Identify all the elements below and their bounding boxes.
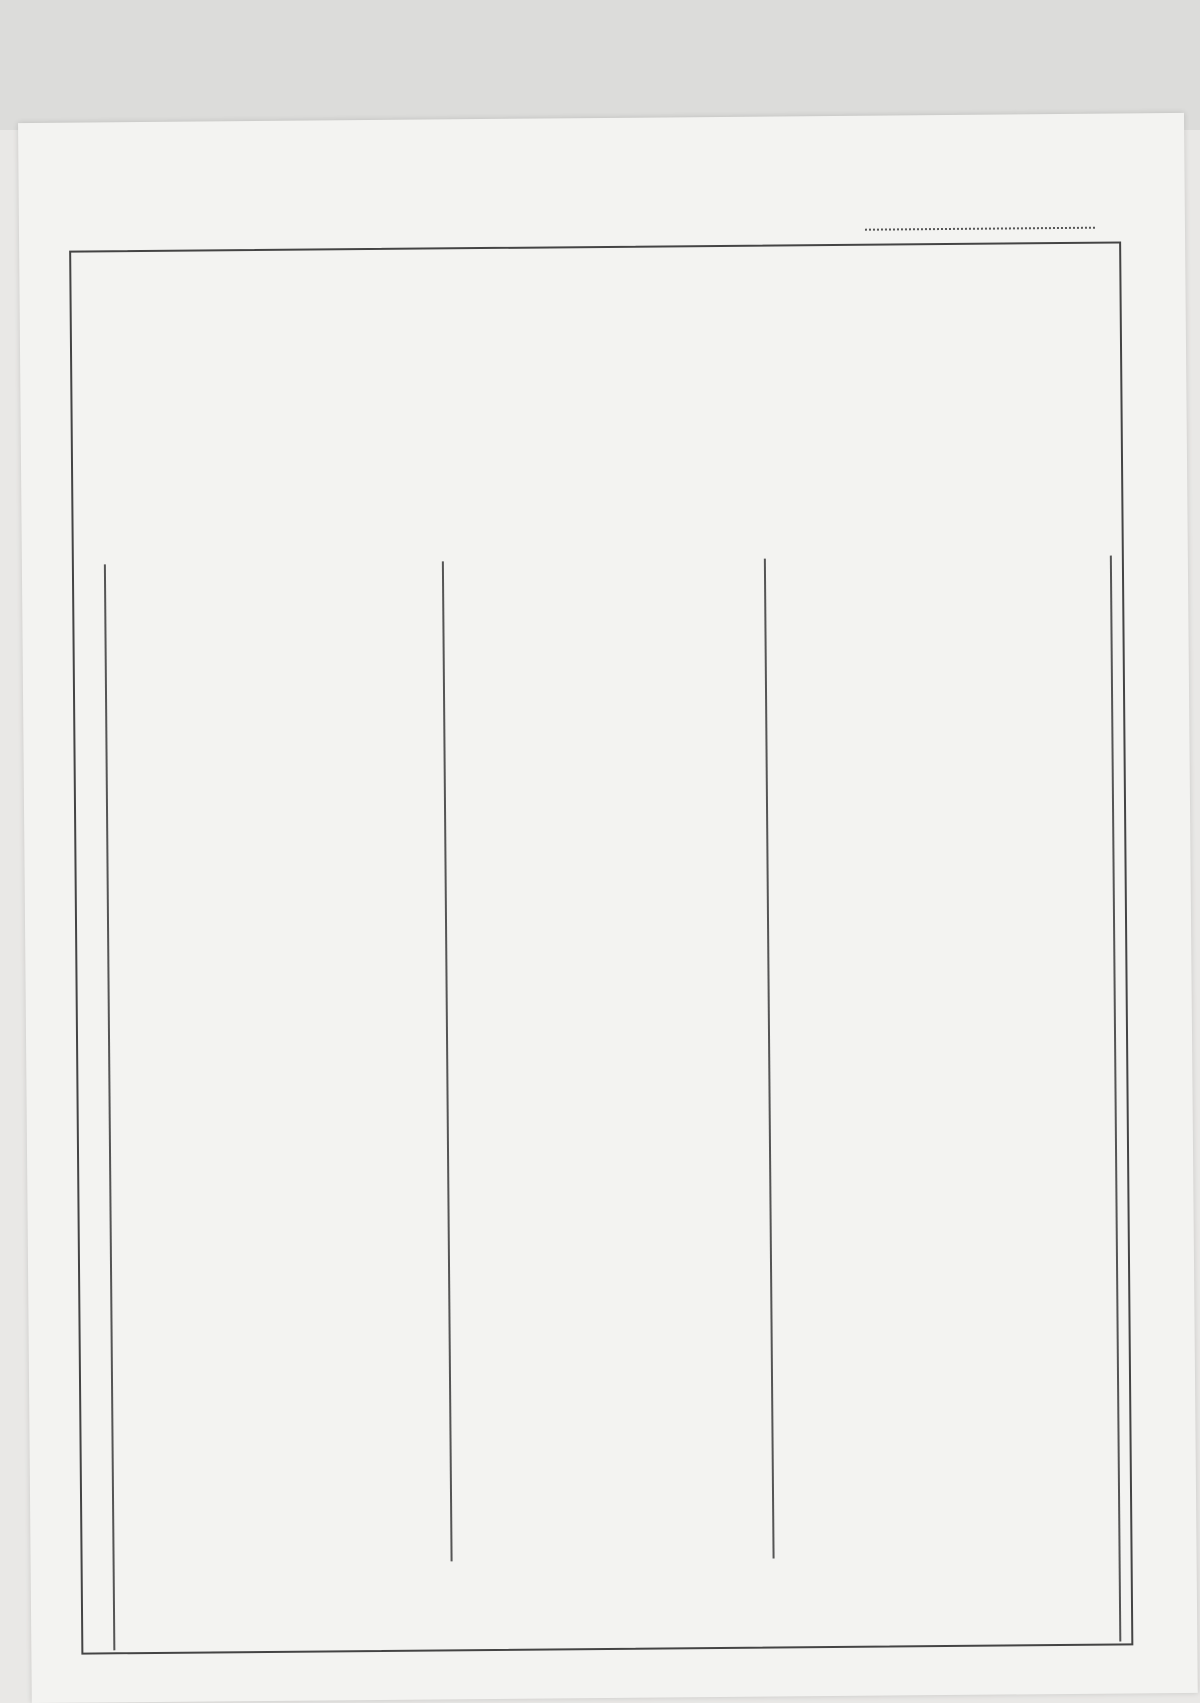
date-field — [859, 212, 1095, 237]
date-blank — [865, 227, 1095, 231]
results-table — [104, 556, 1123, 1651]
ruled-frame — [69, 241, 1133, 1654]
backdrop — [0, 0, 1200, 130]
notebook-page — [18, 113, 1198, 1703]
